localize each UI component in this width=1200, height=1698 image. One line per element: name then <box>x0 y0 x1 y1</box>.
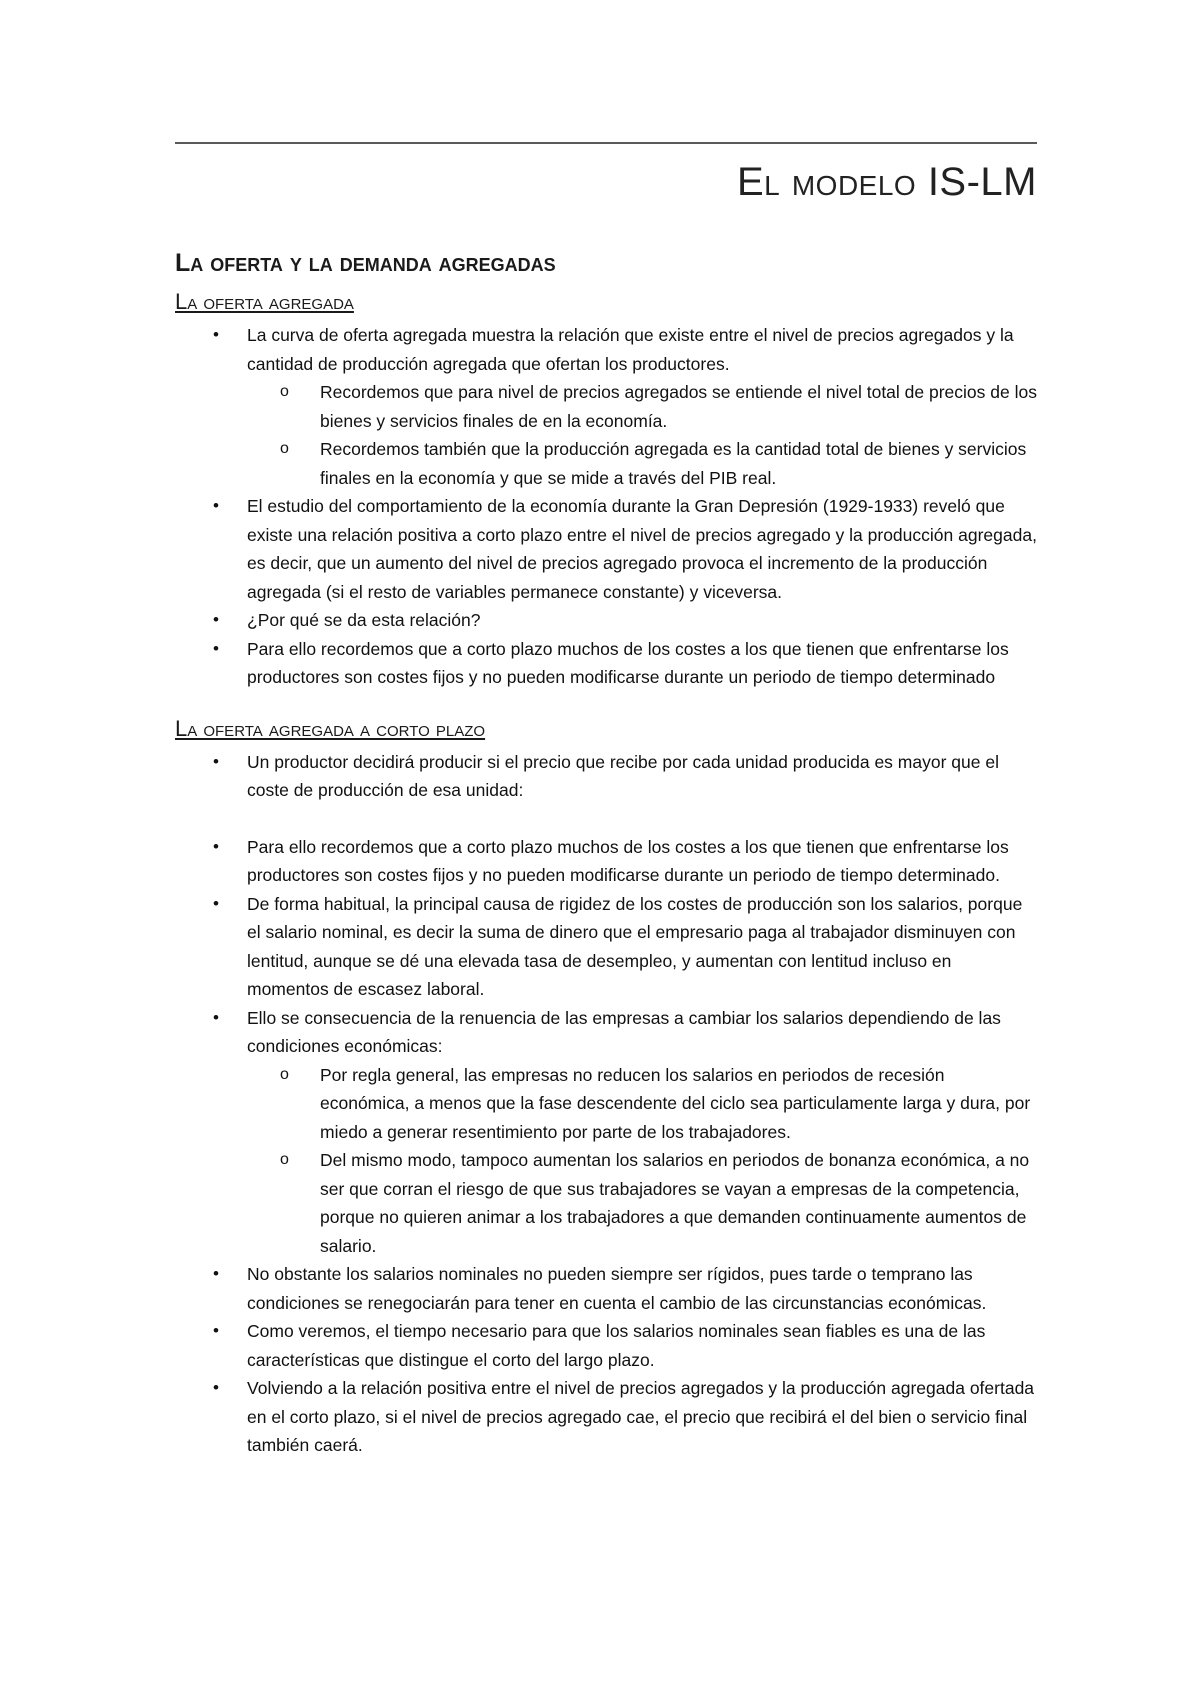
bullet-icon: • <box>213 836 219 856</box>
section-heading: La oferta y la demanda agregadas <box>175 249 556 277</box>
sub-bullet-list <box>247 378 1037 492</box>
sub-list-item-text: Recordemos también que la producción agregada es la cantidad total de bienes y servicios finales en la economía y que se mide a través del PIB real. <box>320 439 1027 488</box>
sub-bullet-list <box>247 1061 1037 1261</box>
bullet-icon: • <box>213 325 219 344</box>
document-body <box>175 247 1037 1460</box>
bullet-icon: • <box>213 496 219 515</box>
list-item <box>175 890 1037 1004</box>
list-item-text: Un productor decidirá producir si el precio que recibe por cada unidad producida es mayor que el coste de producción de esa unidad: <box>247 751 999 800</box>
circle-bullet-icon: o <box>280 440 289 457</box>
list-item <box>175 492 1037 606</box>
header-rule <box>175 142 1037 144</box>
circle-bullet-icon: o <box>280 1065 289 1083</box>
list-item <box>175 1004 1037 1261</box>
bullet-icon: • <box>213 1378 219 1397</box>
list-item <box>175 1260 1037 1317</box>
document-title: El modelo IS-LM <box>736 160 1037 204</box>
list-item <box>175 833 1037 890</box>
document-page <box>175 0 1037 1698</box>
list-item-text: Ello se consecuencia de la renuencia de las empresas a cambiar los salarios dependiendo de las condiciones económicas: <box>247 1007 1001 1056</box>
bullet-icon: • <box>213 1007 219 1027</box>
list-item <box>175 748 1037 805</box>
bullet-icon: • <box>213 638 219 658</box>
sub-list-item <box>247 1146 1037 1260</box>
sub-list-item-text: Del mismo modo, tampoco aumentan los salarios en periodos de bonanza económica, a no ser que corran el riesgo de que sus trabajadores se vayan a empresas de la competencia, porque no quieren animar a los trabajadores a que demanden continuamente aumentos de salario. <box>320 1150 1030 1256</box>
list-item <box>175 635 1037 692</box>
circle-bullet-icon: o <box>280 383 289 400</box>
list-item-text: Volviendo a la relación positiva entre el nivel de precios agregados y la producción agregada ofertada en el corto plazo, si el nivel de precios agregado cae, el precio que recibirá el del bien o servicio final también caerá. <box>247 1378 1035 1455</box>
list-item <box>175 606 1037 635</box>
circle-bullet-icon: o <box>280 1151 289 1168</box>
bullet-icon: • <box>213 1264 219 1283</box>
subsection-heading-oferta-agregada: La oferta agregada <box>175 289 354 314</box>
bullet-icon: • <box>213 893 219 913</box>
sub-list-item-text: Recordemos que para nivel de precios agregados se entiende el nivel total de precios de los bienes y servicios finales de en la economía. <box>320 382 1037 431</box>
subsection-heading-oferta-corto-plazo: La oferta agregada a corto plazo <box>175 715 486 741</box>
list-item-text: La curva de oferta agregada muestra la relación que existe entre el nivel de precios agregados y la cantidad de producción agregada que ofertan los productores. <box>247 325 1014 374</box>
list-item <box>175 1317 1037 1374</box>
bullet-icon: • <box>213 610 219 629</box>
sub-list-item <box>247 435 1037 492</box>
list-item-text: De forma habitual, la principal causa de rigidez de los costes de producción son los salarios, porque el salario nominal, es decir la suma de dinero que el empresario paga al trabajador disminuyen con lentitud, aunque se dé una elevada tasa de desempleo, y aumentan con lentitud incluso en momentos de escasez laboral. <box>247 893 1023 999</box>
list-item-text: Como veremos, el tiempo necesario para que los salarios nominales sean fiables es una de las características que distingue el corto del largo plazo. <box>247 1321 986 1370</box>
list-item-text: No obstante los salarios nominales no pueden siempre ser rígidos, pues tarde o temprano las condiciones se renegociarán para tener en cuenta el cambio de las circunstancias económicas. <box>247 1264 987 1313</box>
list-item-text: Para ello recordemos que a corto plazo muchos de los costes a los que tienen que enfrentarse los productores son costes fijos y no pueden modificarse durante un periodo de tiempo determinado <box>247 638 1009 687</box>
bullet-icon: • <box>213 751 219 771</box>
list-item <box>175 1374 1037 1460</box>
bullet-list-oferta-agregada <box>175 321 1037 692</box>
sub-list-item-text: Por regla general, las empresas no reducen los salarios en periodos de recesión económica, a menos que la fase descendente del ciclo sea particulamente larga y dura, por miedo a generar resentimiento por parte de los trabajadores. <box>320 1064 1031 1142</box>
sub-list-item <box>247 1061 1037 1147</box>
sub-list-item <box>247 378 1037 435</box>
bullet-list-oferta-corto-plazo <box>175 748 1037 1460</box>
list-item-text: Para ello recordemos que a corto plazo muchos de los costes a los que tienen que enfrentarse los productores son costes fijos y no pueden modificarse durante un periodo de tiempo determinado. <box>247 836 1009 885</box>
bullet-icon: • <box>213 1321 219 1340</box>
list-item-text: El estudio del comportamiento de la economía durante la Gran Depresión (1929-1933) reveló que existe una relación positiva a corto plazo entre el nivel de precios agregado y la producción agregada, es decir, que un aumento del nivel de precios agregado provoca el incremento de la producción agregada (si el resto de variables permanece constante) y viceversa. <box>247 496 1037 602</box>
list-item-text: ¿Por qué se da esta relación? <box>247 610 481 630</box>
list-item <box>175 321 1037 492</box>
